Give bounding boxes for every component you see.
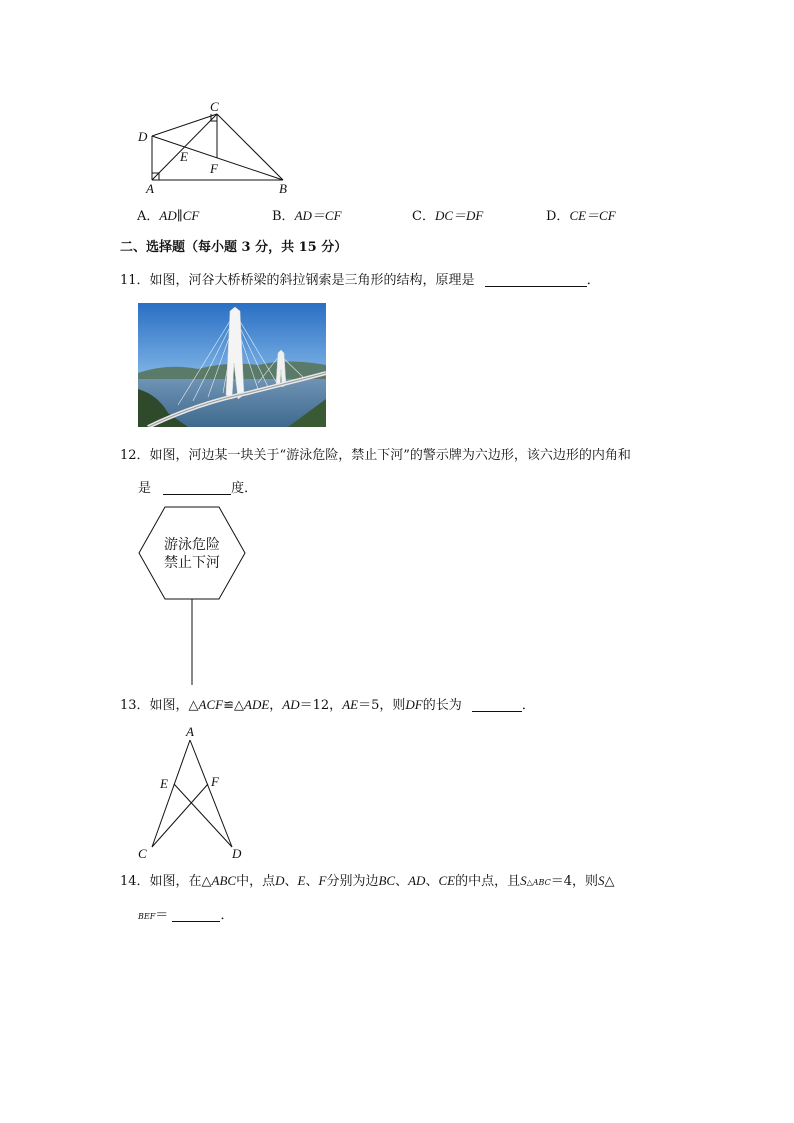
answer-blank-14[interactable] — [172, 907, 220, 922]
label-d: D — [138, 129, 148, 144]
label-a-q13: A — [186, 724, 194, 739]
bridge-photo — [138, 303, 326, 427]
question-14-line2: BEF＝ ． — [138, 908, 234, 923]
figure-q10 — [130, 95, 300, 200]
option-b[interactable]: B．AD＝CF — [272, 208, 342, 224]
figure-q13 — [132, 722, 252, 862]
label-c: C — [210, 99, 219, 114]
label-b: B — [279, 181, 287, 196]
question-12-line2: 是 度． — [138, 481, 258, 496]
label-c-q13: C — [138, 846, 147, 861]
warning-sign — [135, 505, 250, 687]
question-11: 11．如图，河谷大桥桥梁的斜拉钢索是三角形的结构，原理是 ． — [120, 273, 600, 288]
answer-blank-11[interactable] — [485, 272, 587, 287]
option-c[interactable]: C．DC＝DF — [412, 208, 484, 224]
label-f-q13: F — [211, 774, 219, 789]
label-d-q13: D — [232, 846, 242, 861]
section-heading: 二、选择题（每小题 3 分，共 15 分） — [120, 240, 348, 255]
option-d[interactable]: D．CE＝CF — [546, 208, 616, 224]
sign-text-line2: 禁止下河 — [164, 555, 220, 571]
option-a[interactable]: A．AD∥CF — [137, 208, 200, 224]
sign-text-line1: 游泳危险 — [164, 537, 220, 553]
label-e-q13: E — [160, 776, 168, 791]
label-e: E — [180, 149, 188, 164]
question-13: 13．如图，△ACF≌△ADE，AD＝12，AE＝5，则DF的长为 ． — [120, 697, 535, 713]
answer-blank-12[interactable] — [163, 480, 231, 495]
question-12: 12．如图，河边某一块关于“游泳危险，禁止下河”的警示牌为六边形，该六边形的内角和 — [120, 448, 631, 463]
answer-blank-13[interactable] — [472, 697, 522, 712]
label-f: F — [210, 161, 218, 176]
label-a: A — [146, 181, 154, 196]
question-14: 14．如图，在△ABC中，点D、E、F分别为边BC、AD、CE的中点，且S△ABC＝4，则S△ — [120, 873, 615, 889]
